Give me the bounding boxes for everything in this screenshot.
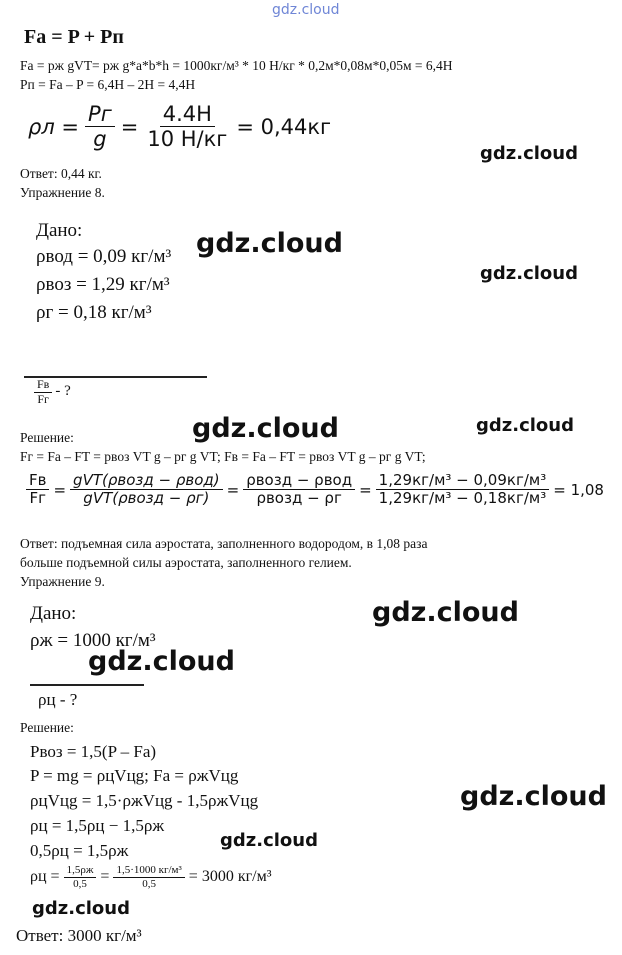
fraction-denominator: 0,5 [142, 877, 156, 890]
answer-ex7: Ответ: 0,44 кг. [20, 166, 102, 181]
given-hydrogen-density: ρвод = 0,09 кг/м³ [36, 246, 172, 267]
fraction-numerator: Fв [26, 472, 49, 490]
given-separator [30, 684, 144, 686]
solution-title: Решение: [20, 720, 74, 735]
lifting-weight-calculation: Pп = Fа – P = 6,4Н – 2Н = 4,4Н [20, 77, 196, 92]
watermark: gdz.cloud [196, 228, 343, 259]
watermark: gdz.cloud [476, 415, 574, 436]
final-density-equation: ρц = $\frac{1,5\rho ж}{0,5}$ = $\frac{\text{1,5·1000 кг/м³}}{0,5}$ = 3000 кг/м³ [30, 864, 272, 890]
watermark: gdz.cloud [192, 413, 339, 444]
answer-ex8-line1: Ответ: подъемная сила аэростата, заполненного водородом, в 1,08 раза [20, 536, 428, 551]
archimedes-force-formula: Fа = P + Pп [24, 26, 124, 48]
solution-step-1: Pвоз = 1,5(P – Fа) [30, 742, 157, 761]
fraction-denominator: Fг [37, 391, 49, 406]
fraction-numerator: 4.4Н [160, 102, 215, 127]
given-helium-density: ρг = 0,18 кг/м³ [36, 302, 152, 323]
exercise-9-title: Упражнение 9. [20, 574, 105, 589]
exercise-8-title: Упражнение 8. [20, 185, 105, 200]
fraction-denominator: 1,29кг/м³ − 0,18кг/м³ [378, 489, 547, 508]
fraction-numerator: Fв [34, 378, 52, 393]
given-liquid-density: ρж = 1000 кг/м³ [30, 630, 156, 651]
find-ratio [34, 378, 71, 407]
solution-step-5: 0,5ρц = 1,5ρж [30, 841, 129, 860]
top-watermark: gdz.cloud [272, 2, 340, 18]
watermark: gdz.cloud [32, 898, 130, 919]
buoyant-force-calculation: Fа = pж gVT= pж g*a*b*h = 1000кг/м³ * 10 Н/кг * 0,2м*0,08м*0,05м = 6,4Н [20, 58, 453, 73]
density-lhs: ρц = [30, 868, 60, 886]
fraction-denominator: 0,5 [73, 877, 87, 890]
fraction-denominator: g [93, 127, 107, 152]
equals-sign: = [120, 114, 139, 139]
find-question: - ? [55, 383, 71, 400]
given-air-density: ρвоз = 1,29 кг/м³ [36, 274, 170, 295]
fraction-numerator: Pг [85, 102, 115, 127]
given-title: Дано: [36, 220, 83, 241]
fraction-denominator: Fг [29, 489, 46, 508]
fraction-numerator: gVT(ρвозд − ρвод) [70, 472, 223, 490]
fraction-numerator: 1,5ρж [64, 864, 97, 878]
density-equation [28, 102, 331, 151]
watermark: gdz.cloud [220, 830, 318, 851]
fraction-denominator: 10 Н/кг [147, 127, 228, 152]
given-title: Дано: [30, 603, 77, 624]
ratio-equation: $\frac{Fв}{Fг}$ = $\frac{\text{gVT(ρвозд − ρвод)}}{\text{gVT(ρвозд − ρг)}}$ = $\frac{\text{ρвозд − ρвод}}{\text{ρвозд − ρг}}$ = $\frac{\text{1,29кг/м³ − 0,09кг/м³}}{\text{1,29кг/м³ − 0,18кг/м³}}$ = 1,08 [26, 472, 604, 508]
solution-step-4: ρц = 1,5ρц − 1,5ρж [30, 816, 165, 835]
ratio-result: = 1,08 [553, 480, 604, 499]
fraction-denominator: gVT(ρвозд − ρг) [83, 489, 210, 508]
fraction-numerator: 1,5·1000 кг/м³ [113, 864, 184, 878]
final-density-result: = 3000 кг/м³ [188, 868, 272, 886]
answer-ex9: Ответ: 3000 кг/м³ [16, 926, 142, 945]
lifting-force-expressions: Fг = Fа – FT = pвоз VT g – pг g VT; Fв = Fа – FT = pвоз VT g – pг g VT; [20, 449, 426, 464]
watermark: gdz.cloud [480, 263, 578, 284]
solution-title: Решение: [20, 430, 74, 445]
answer-ex8-line2: больше подъемной силы аэростата, заполненного гелием. [20, 555, 352, 570]
fraction-numerator: ρвозд − ρвод [243, 472, 355, 490]
watermark: gdz.cloud [460, 781, 607, 812]
find-cylinder-density: ρц - ? [38, 690, 78, 709]
watermark: gdz.cloud [480, 143, 578, 164]
density-lhs: ρл = [28, 114, 80, 139]
watermark: gdz.cloud [372, 597, 519, 628]
solution-step-2: P = mg = ρцVцg; Fа = ρжVцg [30, 766, 239, 785]
watermark: gdz.cloud [88, 646, 235, 677]
fraction-denominator: ρвозд − ρг [256, 489, 342, 508]
density-result: = 0,44кг [236, 114, 332, 139]
fraction-numerator: 1,29кг/м³ − 0,09кг/м³ [376, 472, 550, 490]
solution-step-3: ρцVцg = 1,5·ρжVцg - 1,5ρжVцg [30, 791, 259, 810]
